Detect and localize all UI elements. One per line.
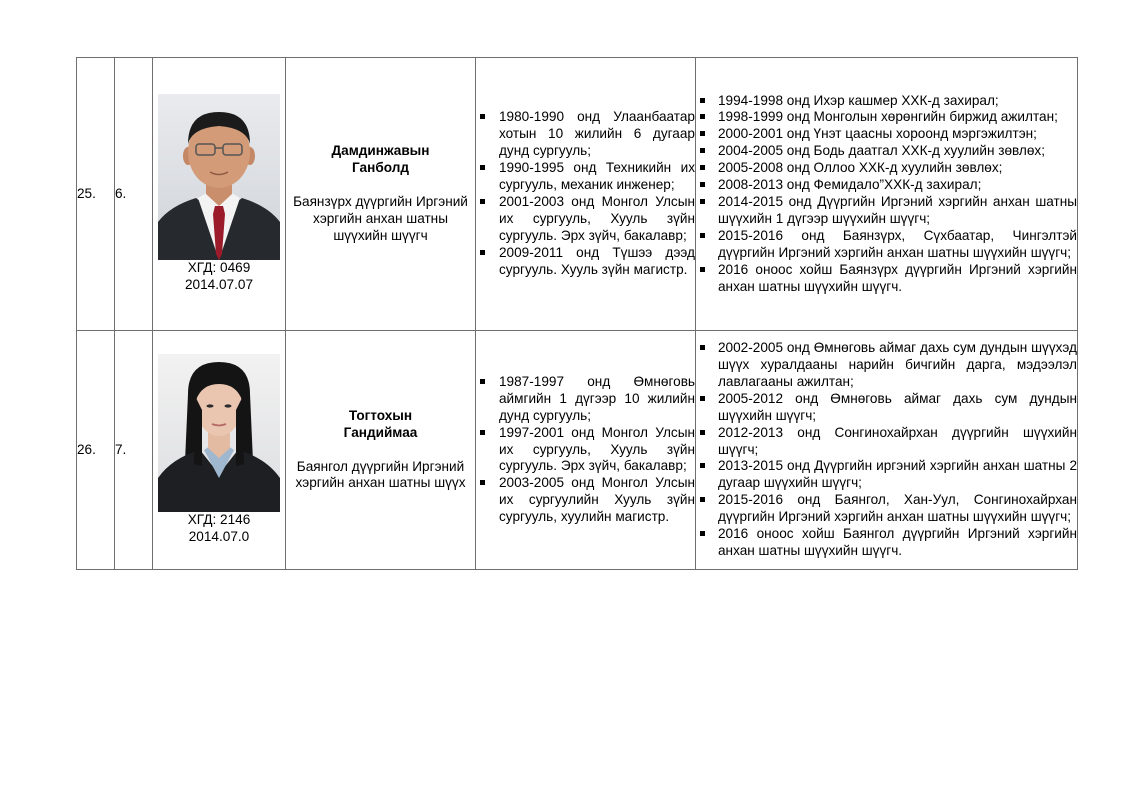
person-name: Дамдинжавын Ганболд: [331, 143, 430, 176]
education-list: [476, 374, 695, 526]
name-cell: [286, 58, 476, 331]
list-item: 2013-2015 онд Дүүргийн иргэний хэргийн анхан шатны 2 дугаар шүүхийн шүүгч;: [696, 458, 1077, 492]
list-item: 2001-2003 онд Монгол Улсын их сургууль, Хууль зүйн сургууль. Эрх зүйч, бакалавр;: [476, 194, 695, 245]
education-cell: [476, 331, 696, 570]
work-history-cell: [696, 58, 1078, 331]
row-sub-number: 7.: [115, 331, 153, 570]
list-item: 2005-2008 онд Оллоо ХХК-д хуулийн зөвлөх;: [696, 160, 1077, 177]
list-item: 2004-2005 онд Бодь даатгал ХХК-д хуулийн зөвлөх;: [696, 143, 1077, 160]
list-item: 2008-2013 онд Фемидало”ХХК-д захирал;: [696, 177, 1077, 194]
judges-table: [76, 57, 1078, 570]
list-item: 1980-1990 онд Улаанбаатар хотын 10 жилийн 6 дугаар дунд сургууль;: [476, 109, 695, 160]
list-item: 2012-2013 онд Сонгинохайрхан дүүргийн шүүхийн шүүгч;: [696, 425, 1077, 459]
registration-code: ХГД: 2146: [187, 512, 251, 528]
education-list: [476, 109, 695, 278]
registration-date: 2014.07.0: [188, 529, 250, 544]
list-item: 1994-1998 онд Ихэр кашмер ХХК-д захирал;: [696, 93, 1077, 110]
person-role: Баянгол дүүргийн Иргэний хэргийн анхан шатны шүүх: [295, 458, 466, 491]
table-row: [77, 58, 1078, 331]
list-item: 1990-1995 онд Техникийн их сургууль, механик инженер;: [476, 160, 695, 194]
portrait-photo-man-icon: [158, 94, 280, 260]
registration-code: ХГД: 0469: [187, 260, 251, 276]
registration-date: 2014.07.07: [184, 277, 254, 292]
list-item: 2015-2016 онд Баянзүрх, Сүхбаатар, Чингэлтэй дүүргийн Иргэний хэргийн анхан шатны шүүхийн шүүгч;: [696, 228, 1077, 262]
list-item: 2003-2005 онд Монгол Улсын их сургуулийн Хууль зүйн сургууль, хуулийн магистр.: [476, 475, 695, 526]
work-history-list: [696, 340, 1077, 560]
photo-cell: [153, 58, 286, 331]
row-number: 25.: [77, 58, 115, 331]
list-item: 1997-2001 онд Монгол Улсын их сургууль, Хууль зүйн сургууль. Эрх зүйч, бакалавр;: [476, 425, 695, 476]
list-item: 2002-2005 онд Өмнөговь аймаг дахь сум дундын шүүхэд шүүх хуралдааны нарийн бичгийн дарга, мэдээлэл лавлагааны ажилтан;: [696, 340, 1077, 391]
list-item: 2015-2016 онд Баянгол, Хан-Уул, Сонгинохайрхан дүүргийн Иргэний хэргийн анхан шатны шүүхийн шүүгч;: [696, 492, 1077, 526]
list-item: 1987-1997 онд Өмнөговь аймгийн 1 дүгээр 10 жилийн дунд сургууль;: [476, 374, 695, 425]
photo-cell: [153, 331, 286, 570]
name-cell: [286, 331, 476, 570]
list-item: 2014-2015 онд Дүүргийн Иргэний хэргийн анхан шатны шүүхийн 1 дүгээр шүүхийн шүүгч;: [696, 194, 1077, 228]
row-sub-number: 6.: [115, 58, 153, 331]
list-item: 2005-2012 онд Өмнөговь аймаг дахь сум дундын шүүхийн шүүгч;: [696, 391, 1077, 425]
person-role: Баянзүрх дүүргийн Иргэний хэргийн анхан шатны шүүхийн шүүгч: [293, 194, 468, 243]
portrait-photo-woman-icon: [158, 354, 280, 512]
list-item: 2016 оноос хойш Баянзүрх дүүргийн Иргэний хэргийн анхан шатны шүүхийн шүүгч.: [696, 262, 1077, 296]
list-item: 1998-1999 онд Монголын хөрөнгийн биржид ажилтан;: [696, 109, 1077, 126]
list-item: 2000-2001 онд Үнэт цаасны хороонд мэргэжилтэн;: [696, 126, 1077, 143]
row-number: 26.: [77, 331, 115, 570]
person-name: Тогтохын Гандиймаа: [343, 407, 418, 440]
table-row: [77, 331, 1078, 570]
work-history-cell: [696, 331, 1078, 570]
list-item: 2009-2011 онд Түшээ дээд сургууль. Хууль зүйн магистр.: [476, 245, 695, 279]
work-history-list: [696, 93, 1077, 296]
list-item: 2016 оноос хойш Баянгол дүүргийн Иргэний хэргийн анхан шатны шүүхийн шүүгч.: [696, 526, 1077, 560]
education-cell: [476, 58, 696, 331]
